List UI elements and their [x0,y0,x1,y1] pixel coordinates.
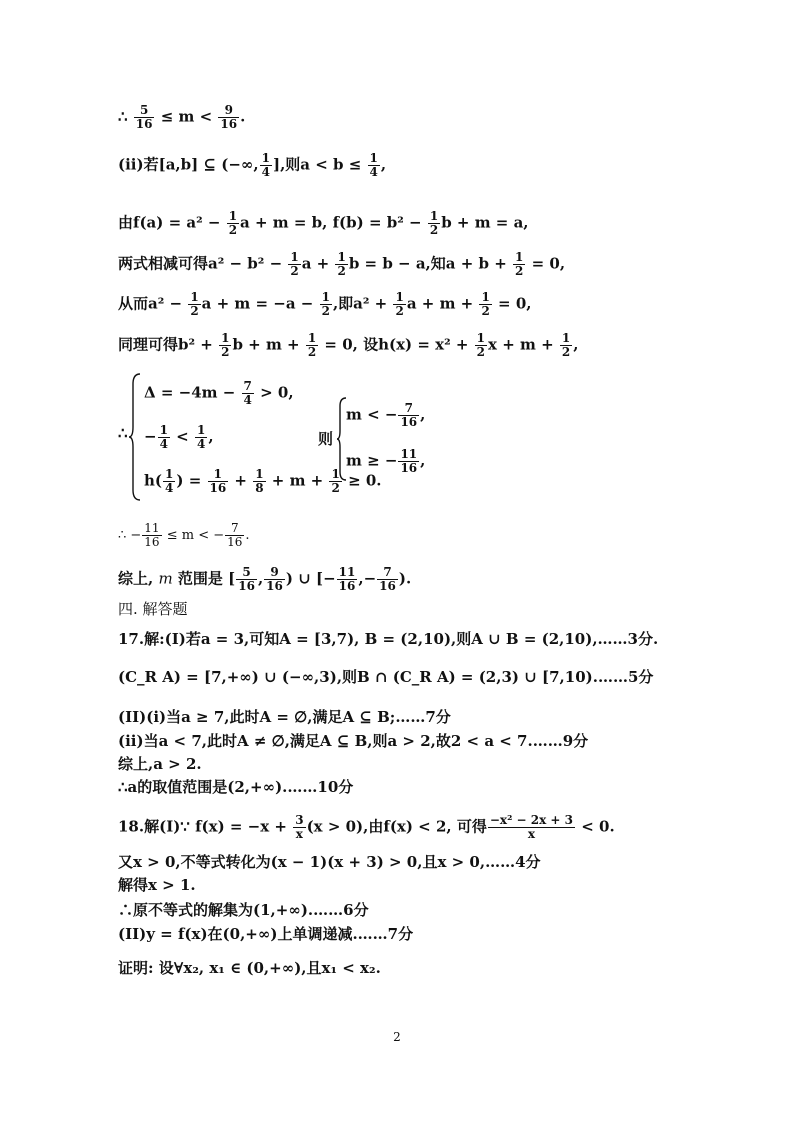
section-heading: 四. 解答题 [118,600,188,618]
fraction: $\frac{7}{16}$ [379,565,396,593]
fraction: $\frac{1}{2}$ [395,290,404,318]
system-therefore: ∴ [118,424,128,442]
text: ∴ [118,107,128,126]
fraction: $\frac{1}{2}$ [290,250,299,278]
system-result-1: m < − $\frac{7}{16}$ , [346,401,426,429]
fraction: $\frac{1}{2}$ [321,290,330,318]
text: , [380,155,387,174]
p18-line-3: 解得x > 1. [118,876,196,894]
line-therefore: 从而a² − $\frac{1}{2}$ a + m = −a − $\frac{1}{2}$ ,即a² + $\frac{1}{2}$ a + m + $\frac{1}{2}$ = 0, [118,290,532,318]
fraction: $\frac{5}{16}$ [135,103,153,131]
p18-line-1: 18.解(I)∵ f(x) = −x + $\frac{3}{x}$ (x > 0),由f(x) < 2, 可得 $\frac{\text{−x² − 2x + 3}}{x}$ < 0. [118,813,615,841]
fraction: $\frac{1}{2}$ [228,209,238,237]
line-m-range-2: ∴ − $\frac{11}{16}$ ≤ m < − $\frac{7}{16}$ . [118,521,250,549]
line-similarly: 同理可得b² + $\frac{1}{2}$ b + m + $\frac{1}{2}$ = 0, 设h(x) = x² + $\frac{1}{2}$ x + m + $\frac{1}{2}$ , [118,331,579,359]
line-case-ii [118,152,386,179]
fraction: $\frac{1}{4}$ [165,467,174,495]
line-subtract: 两式相减可得a² − b² − $\frac{1}{2}$ a + $\frac{1}{2}$ b = b − a,知a + b + $\frac{1}{2}$ = 0, [118,250,566,278]
fraction: $\frac{1}{4}$ [196,423,206,451]
fraction: $\frac{1}{4}$ [261,151,270,179]
p18-line-2: 又x > 0,不等式转化为(x − 1)(x + 3) > 0,且x > 0,……4分 [118,853,541,871]
p17-line-4: (ii)当a < 7,此时A ≠ ∅,满足A ⊆ B,则a > 2,故2 < a < 7.……9分 [118,732,589,750]
fraction: $\frac{7}{16}$ [227,521,243,549]
line-m-range-1 [118,104,245,131]
fraction: $\frac{1}{4}$ [159,423,168,451]
fraction: $\frac{7}{16}$ [400,401,418,429]
p17-line-2: (C_R A) = [7,+∞) ∪ (−∞,3),则B ∩ (C_R A) = (2,3) ∪ [7,10).……5分 [118,668,654,686]
fraction: $\frac{1}{8}$ [255,467,264,495]
fraction: $\frac{9}{16}$ [220,103,238,131]
p17-line-5: 综上,a > 2. [118,755,202,773]
fraction: $\frac{1}{2}$ [481,290,490,318]
fraction: $\frac{11}{16}$ [338,565,356,593]
system-then: 则 [318,430,334,448]
fraction: $\frac{9}{16}$ [266,565,283,593]
p18-line-6: 证明: 设∀x₂, x₁ ∈ (0,+∞),且x₁ < x₂. [118,959,381,977]
text: . [240,107,246,126]
fraction: $\frac{1}{4}$ [369,151,378,179]
text: ],则a < b ≤ [272,155,367,174]
fraction: $\frac{5}{16}$ [238,565,255,593]
fraction: $\frac{1}{2}$ [190,290,199,318]
fraction: $\frac{11}{16}$ [144,521,160,549]
system-row-axis: − $\frac{1}{4}$ < $\frac{1}{4}$ , [144,423,214,451]
p17-line-6: ∴a的取值范围是(2,+∞).……10分 [118,778,354,796]
fraction: $\frac{1}{2}$ [561,331,571,359]
fraction: $\frac{1}{16}$ [209,467,227,495]
fraction: $\frac{1}{2}$ [337,250,346,278]
p17-line-1: 17.解:(I)若a = 3,可知A = [3,7), B = (2,10),则A ∪ B = (2,10),……3分. [118,630,659,648]
fraction: $\frac{1}{2}$ [515,250,524,278]
system-row-delta: Δ = −4m − $\frac{7}{4}$ > 0, [144,379,294,407]
fraction: $\frac{1}{2}$ [476,331,486,359]
left-brace-icon [128,372,142,502]
fraction: $\frac{\text{−x² − 2x + 3}}{x}$ [489,813,573,841]
fraction: $\frac{11}{16}$ [400,447,418,475]
p18-line-5: (II)y = f(x)在(0,+∞)上单调递减.……7分 [118,925,414,943]
line-summary: 综上, m 范围是 [ $\frac{5}{16}$ , $\frac{9}{16}$ ) ∪ [− $\frac{11}{16}$ ,− $\frac{7}{16}$ ). [118,565,412,593]
system-result-2: m ≥ − $\frac{11}{16}$ , [346,447,426,475]
fraction: $\frac{1}{2}$ [307,331,317,359]
system-row-h: h( $\frac{1}{4}$ ) = $\frac{1}{16}$ + $\frac{1}{8}$ + m + $\frac{1}{2}$ ≥ 0. [144,467,382,495]
fraction: $\frac{7}{4}$ [243,379,252,407]
fraction: $\frac{1}{2}$ [429,209,439,237]
page-number: 2 [393,1030,401,1044]
line-fa-fb: 由f(a) = a² − $\frac{1}{2}$ a + m = b, f(b) = b² − $\frac{1}{2}$ b + m = a, [118,209,529,237]
fraction: $\frac{3}{x}$ [295,813,304,841]
fraction: $\frac{1}{2}$ [331,467,340,495]
p18-line-4: ∴原不等式的解集为(1,+∞).……6分 [118,901,369,919]
text: ≤ m < [155,107,218,126]
p17-line-3: (II)(i)当a ≥ 7,此时A = ∅,满足A ⊆ B;……7分 [118,708,451,726]
fraction: $\frac{1}{2}$ [221,331,230,359]
text: (ii)若[a,b] ⊆ (−∞, [118,155,259,174]
